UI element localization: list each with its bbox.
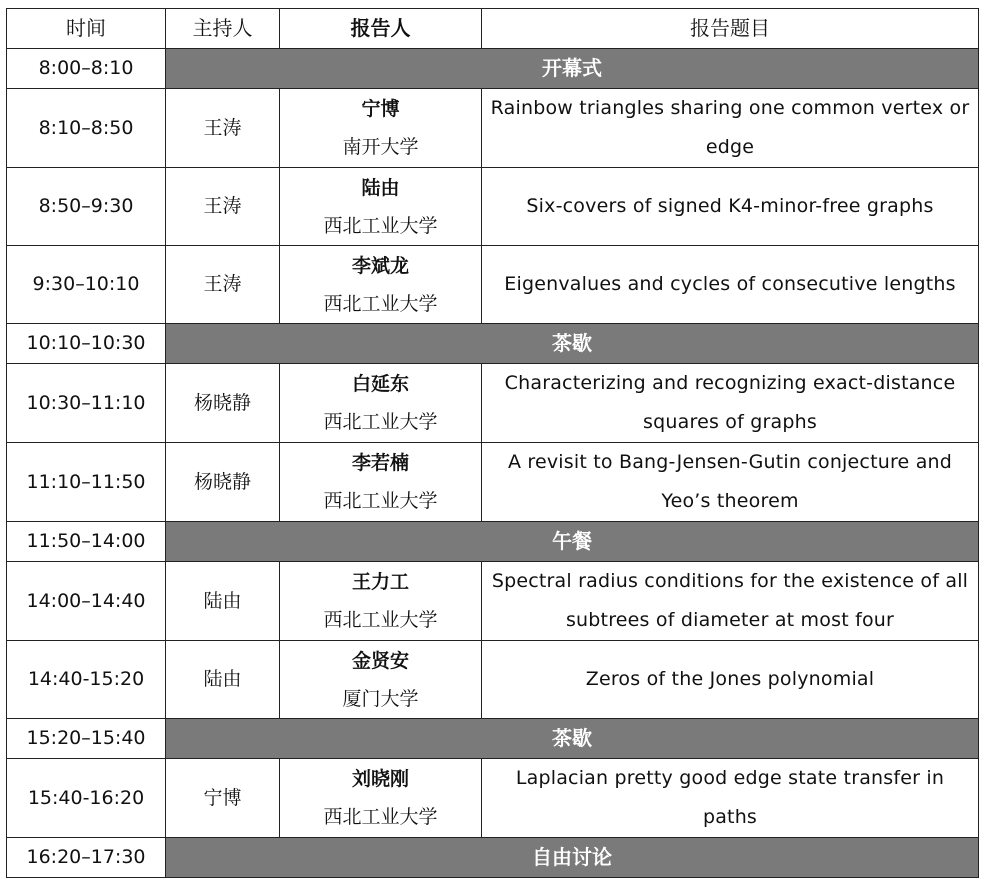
speaker-cell: [280, 641, 482, 719]
speaker-cell: [280, 246, 482, 324]
break-label: 开幕式: [166, 49, 979, 89]
host-cell: 杨晓静: [166, 443, 280, 522]
talk-row: [7, 364, 979, 443]
time-cell: 10:30–11:10: [7, 364, 166, 443]
speaker-cell: [280, 443, 482, 522]
header-speaker: 报告人: [280, 9, 482, 49]
time-cell: 8:50–9:30: [7, 168, 166, 246]
speaker-affiliation: 西北工业大学: [323, 292, 438, 315]
speaker-affiliation: 西北工业大学: [323, 490, 438, 512]
speaker-affiliation: 西北工业大学: [323, 609, 438, 631]
speaker-name: 刘晓刚: [351, 768, 409, 790]
break-label: 茶歇: [166, 324, 979, 364]
time-cell: 8:10–8:50: [7, 89, 166, 168]
speaker-affiliation: 厦门大学: [342, 687, 419, 710]
talk-title: Zeros of the Jones polynomial: [482, 641, 979, 719]
talk-title: Spectral radius conditions for the existence of all subtrees of diameter at most four: [482, 562, 979, 641]
speaker-name: 宁博: [361, 98, 400, 120]
talk-title: Laplacian pretty good edge state transfer in paths: [482, 759, 979, 838]
talk-title: A revisit to Bang-Jensen-Gutin conjecture and Yeo’s theorem: [482, 443, 979, 522]
schedule-table: [6, 8, 979, 878]
break-row: [7, 324, 979, 364]
host-cell: 宁博: [166, 759, 280, 838]
host-cell: 王涛: [166, 246, 280, 324]
break-row: [7, 522, 979, 562]
header-host: 主持人: [166, 9, 280, 49]
time-cell: 15:20–15:40: [7, 719, 166, 759]
header-title: 报告题目: [482, 9, 979, 49]
speaker-name: 李若楠: [351, 452, 409, 474]
speaker-name: 王力工: [351, 571, 409, 593]
host-cell: 陆由: [166, 641, 280, 719]
time-cell: 10:10–10:30: [7, 324, 166, 364]
break-row: [7, 49, 979, 89]
talk-row: [7, 89, 979, 168]
host-cell: 王涛: [166, 168, 280, 246]
break-row: [7, 838, 979, 878]
speaker-cell: [280, 562, 482, 641]
host-cell: 王涛: [166, 89, 280, 168]
talk-row: [7, 562, 979, 641]
time-cell: 11:10–11:50: [7, 443, 166, 522]
speaker-cell: [280, 364, 482, 443]
header-row: [7, 9, 979, 49]
talk-row: [7, 443, 979, 522]
speaker-affiliation: 南开大学: [342, 136, 419, 158]
speaker-affiliation: 西北工业大学: [323, 411, 438, 433]
talk-title: Eigenvalues and cycles of consecutive lengths: [482, 246, 979, 324]
speaker-cell: [280, 89, 482, 168]
speaker-name: 白延东: [351, 373, 409, 395]
time-cell: 9:30–10:10: [7, 246, 166, 324]
host-cell: 杨晓静: [166, 364, 280, 443]
time-cell: 8:00–8:10: [7, 49, 166, 89]
speaker-name: 陆由: [361, 176, 400, 199]
speaker-affiliation: 西北工业大学: [323, 806, 438, 828]
talk-row: [7, 168, 979, 246]
break-row: [7, 719, 979, 759]
break-label: 自由讨论: [166, 838, 979, 878]
speaker-name: 李斌龙: [351, 254, 409, 277]
talk-title: Six-covers of signed K4-minor-free graphs: [482, 168, 979, 246]
time-cell: 15:40-16:20: [7, 759, 166, 838]
speaker-cell: [280, 168, 482, 246]
talk-title: Rainbow triangles sharing one common vertex or edge: [482, 89, 979, 168]
speaker-cell: [280, 759, 482, 838]
time-cell: 14:40-15:20: [7, 641, 166, 719]
host-cell: 陆由: [166, 562, 280, 641]
talk-row: [7, 641, 979, 719]
speaker-affiliation: 西北工业大学: [323, 214, 438, 237]
time-cell: 14:00–14:40: [7, 562, 166, 641]
talk-title: Characterizing and recognizing exact-distance squares of graphs: [482, 364, 979, 443]
header-time: 时间: [7, 9, 166, 49]
break-label: 午餐: [166, 522, 979, 562]
time-cell: 11:50–14:00: [7, 522, 166, 562]
break-label: 茶歇: [166, 719, 979, 759]
talk-row: [7, 759, 979, 838]
time-cell: 16:20–17:30: [7, 838, 166, 878]
talk-row: [7, 246, 979, 324]
speaker-name: 金贤安: [351, 649, 409, 672]
